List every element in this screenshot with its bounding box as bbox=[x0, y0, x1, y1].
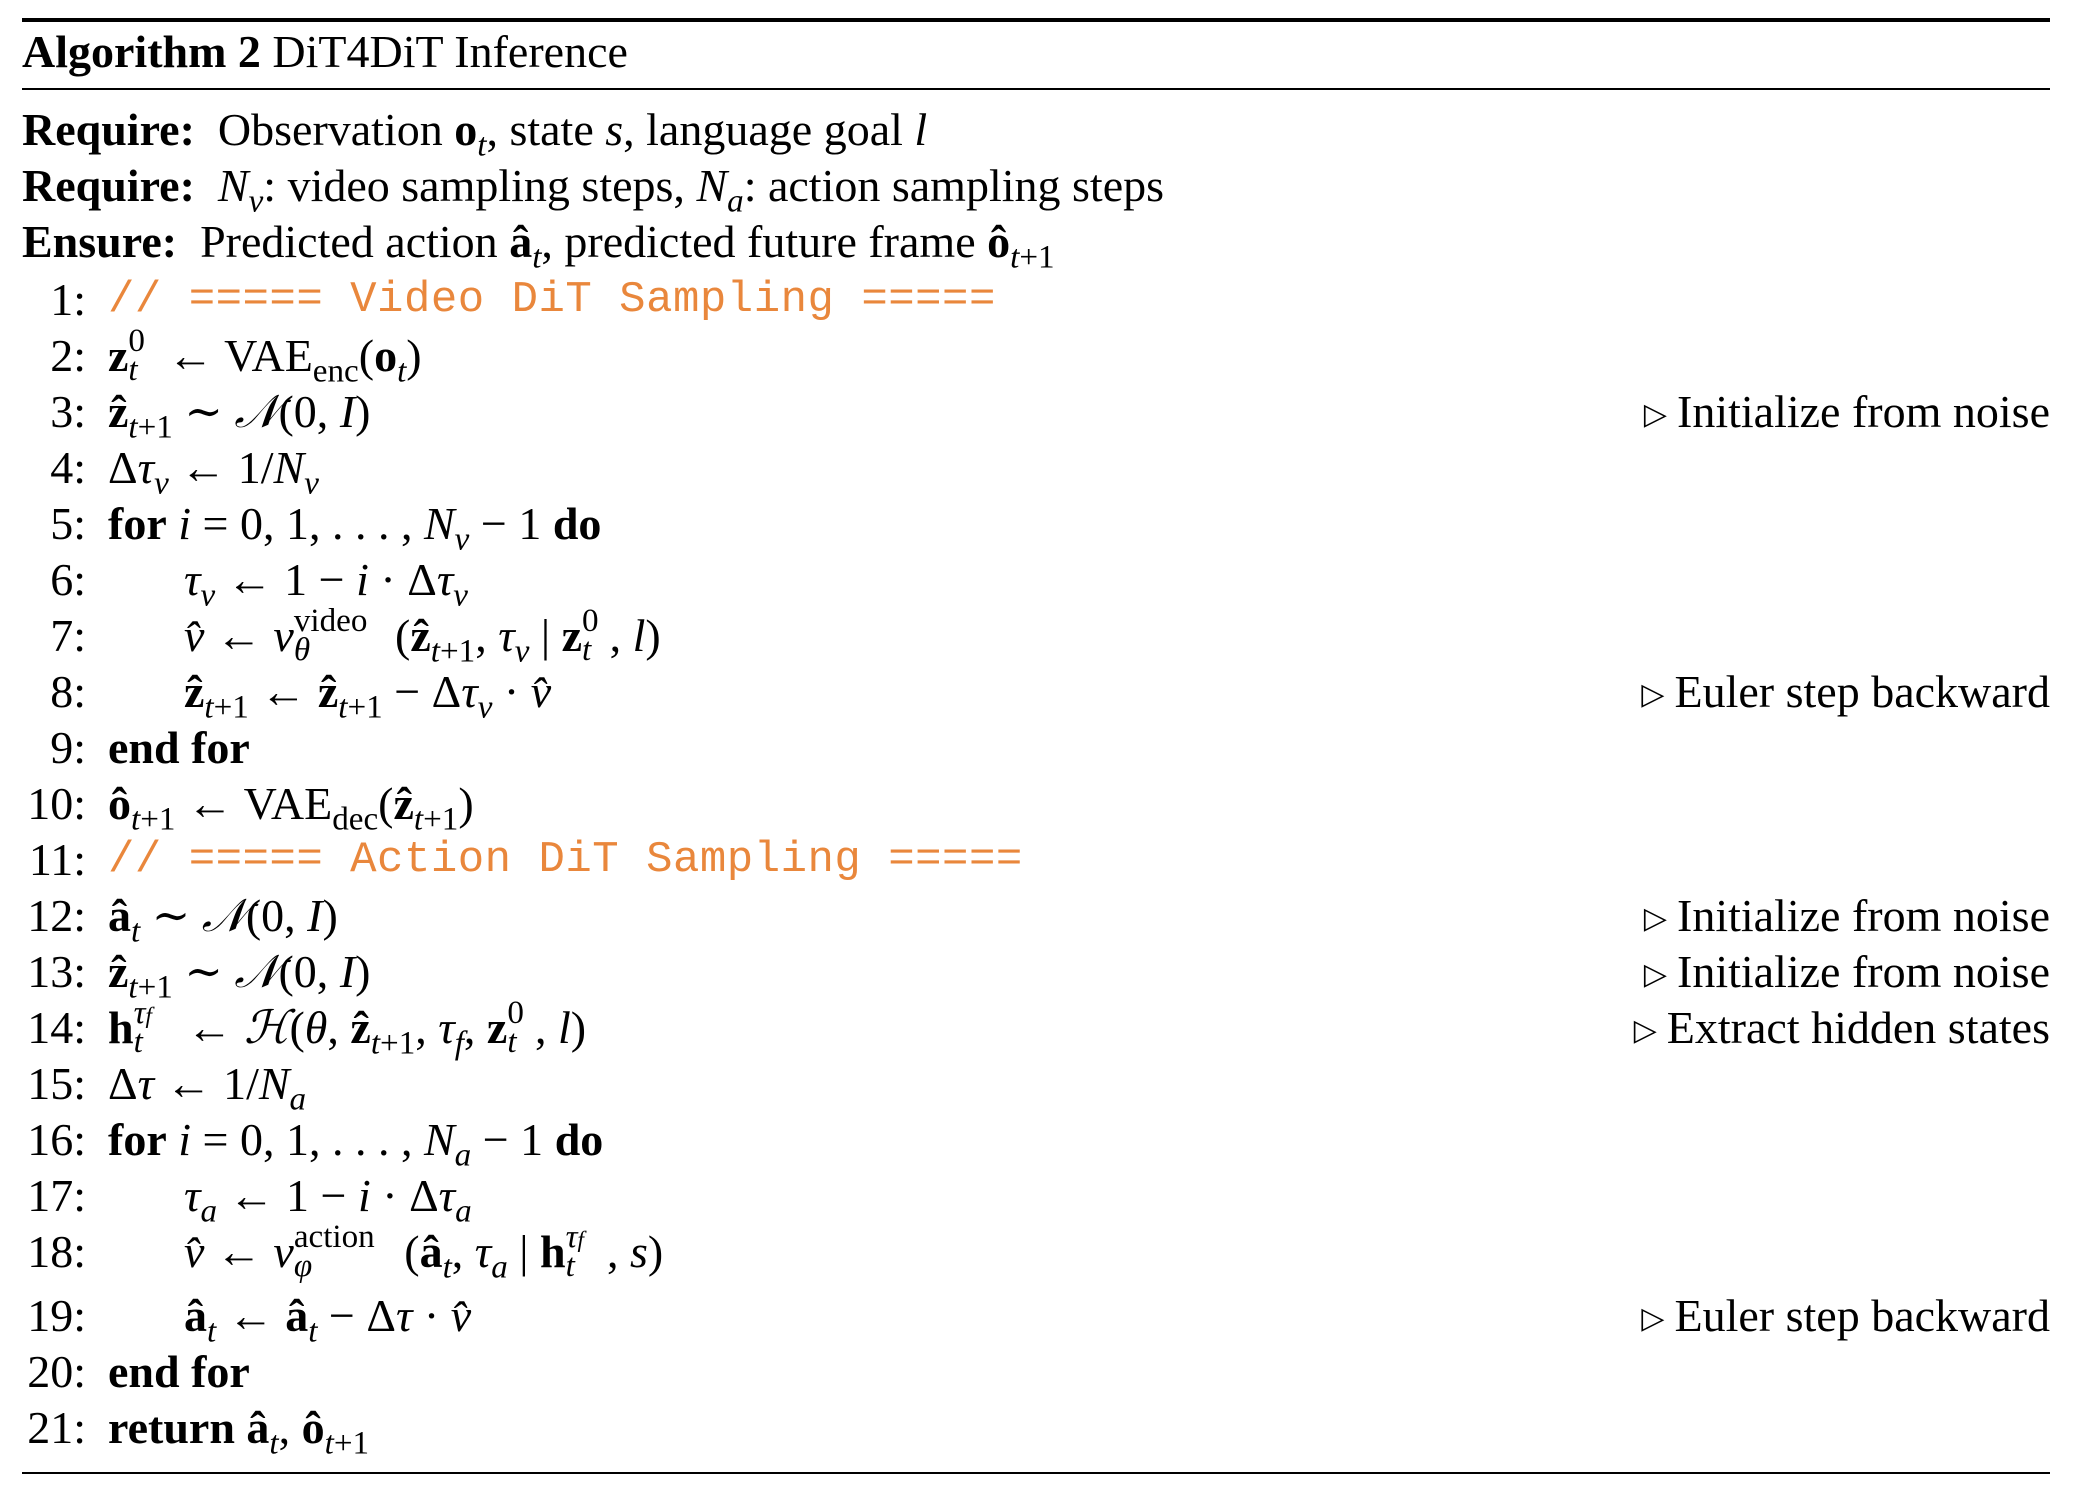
triangle-icon: ▷ bbox=[1641, 677, 1665, 712]
line-number: 14: bbox=[27, 1002, 86, 1053]
algo-line-7 bbox=[0, 602, 2080, 670]
line-number: 10: bbox=[27, 778, 86, 829]
line-number: 12: bbox=[27, 890, 86, 941]
statement: $â_t$ ← $â_t - \Delta\tau$ · v̂ bbox=[184, 1290, 472, 1350]
statement: for i = 0, 1, . . . , $N_a - 1$ do bbox=[108, 1114, 604, 1174]
remark-text: Extract hidden states bbox=[1666, 1002, 2050, 1053]
algo-line-9 bbox=[0, 720, 2080, 776]
line-number: 7: bbox=[50, 610, 86, 661]
remark-text: Initialize from noise bbox=[1677, 946, 2050, 997]
require-line-2 bbox=[22, 160, 1165, 220]
statement: $ô_{t+1}$ ← $VAE_{dec}(ẑ_{t+1})$ bbox=[108, 778, 474, 838]
line-remark bbox=[1634, 1000, 2050, 1059]
line-remark bbox=[1644, 888, 2050, 947]
line-number: 13: bbox=[27, 946, 86, 997]
triangle-icon: ▷ bbox=[1633, 1013, 1657, 1048]
algo-line-16 bbox=[0, 1112, 2080, 1174]
algo-line-4 bbox=[0, 440, 2080, 502]
require-keyword: Require: bbox=[22, 104, 195, 155]
remark-text: Euler step backward bbox=[1674, 1290, 2050, 1341]
statement: v̂ ← v video θ (ẑ$_{t+1}$, $\tau_v$ | z 0 t , l) bbox=[184, 602, 661, 670]
statement: $\tau_a$ ← $1 - i \cdot \Delta\tau_a$ bbox=[184, 1170, 472, 1230]
bottom-rule bbox=[22, 1472, 2050, 1474]
line-remark bbox=[1641, 1288, 2050, 1347]
algorithm-label: Algorithm 2 bbox=[22, 26, 261, 77]
line-number: 6: bbox=[50, 554, 86, 605]
statement: z 0 t ← $VAE_{enc}(o_t)$ bbox=[108, 322, 422, 390]
line-number: 16: bbox=[27, 1114, 86, 1165]
line-number: 2: bbox=[50, 330, 86, 381]
algo-line-8 bbox=[0, 664, 2080, 726]
line-number: 19: bbox=[27, 1290, 86, 1341]
require-line-1 bbox=[22, 104, 928, 164]
algo-line-3 bbox=[0, 384, 2080, 446]
statement: $\tau_v$ ← $1 - i \cdot \Delta\tau_v$ bbox=[184, 554, 468, 614]
statement: ẑ$_{t+1}$ ∼ 𝒩(0, I) bbox=[108, 946, 371, 1006]
algo-line-2 bbox=[0, 322, 2080, 390]
algo-line-20 bbox=[0, 1344, 2080, 1400]
line-remark bbox=[1644, 384, 2050, 443]
caption-rule bbox=[22, 88, 2050, 90]
triangle-icon: ▷ bbox=[1643, 397, 1667, 432]
ensure-keyword: Ensure: bbox=[22, 216, 178, 267]
algo-line-12 bbox=[0, 888, 2080, 950]
algorithm-caption bbox=[22, 26, 628, 78]
line-number: 20: bbox=[27, 1346, 86, 1397]
require-text-1: Observation $o_t$, state s, language goal l bbox=[217, 104, 928, 164]
line-number: 17: bbox=[27, 1170, 86, 1221]
line-remark bbox=[1641, 664, 2050, 723]
algo-line-1 bbox=[0, 272, 2080, 328]
statement: $â_t$ ∼ 𝒩(0, I) bbox=[108, 890, 338, 950]
statement: Δτ ← $1/N_a$ bbox=[108, 1058, 307, 1118]
statement: for i = 0, 1, . . . , $N_v - 1$ do bbox=[108, 498, 602, 558]
remark-text: Euler step backward bbox=[1674, 666, 2050, 717]
algo-line-14 bbox=[0, 994, 2080, 1062]
line-number: 1: bbox=[50, 274, 86, 325]
statement: ẑ$_{t+1}$ ∼ 𝒩(0, I) bbox=[108, 386, 371, 446]
ensure-text: Predicted action $â_t$, predicted future frame $ô_{t+1}$ bbox=[200, 216, 1055, 276]
statement: end for bbox=[108, 1346, 250, 1397]
line-number: 3: bbox=[50, 386, 86, 437]
line-number: 5: bbox=[50, 498, 86, 549]
require-keyword: Require: bbox=[22, 160, 195, 211]
algo-line-10 bbox=[0, 776, 2080, 838]
line-remark bbox=[1644, 944, 2050, 1003]
statement: $\Delta\tau_v$ ← $1/N_v$ bbox=[108, 442, 319, 502]
triangle-icon: ▷ bbox=[1643, 901, 1667, 936]
statement: h τf t ← ℋ(θ, ẑ$_{t+1}$, $\tau_f$, z 0 t , l) bbox=[108, 994, 587, 1062]
line-number: 15: bbox=[27, 1058, 86, 1109]
algo-line-13 bbox=[0, 944, 2080, 1006]
top-rule bbox=[22, 18, 2050, 22]
line-number: 18: bbox=[27, 1226, 86, 1277]
triangle-icon: ▷ bbox=[1643, 957, 1667, 992]
algorithm-title: DiT4DiT Inference bbox=[272, 26, 628, 77]
line-number: 9: bbox=[50, 722, 86, 773]
remark-text: Initialize from noise bbox=[1677, 386, 2050, 437]
algo-line-18 bbox=[0, 1218, 2080, 1286]
statement: v̂ ← v action φ ($â_t$, $\tau_a$ | h τf t , s) bbox=[184, 1218, 664, 1286]
action-section-comment: // ===== Action DiT Sampling ===== bbox=[108, 835, 1023, 885]
line-number: 21: bbox=[27, 1402, 86, 1453]
line-number: 4: bbox=[50, 442, 86, 493]
require-text-2: $N_v$: video sampling steps, $N_a$: action sampling steps bbox=[217, 160, 1165, 220]
statement: return $â_t$, $ô_{t+1}$ bbox=[108, 1402, 370, 1462]
algo-line-15 bbox=[0, 1056, 2080, 1118]
statement: end for bbox=[108, 722, 250, 773]
triangle-icon: ▷ bbox=[1641, 1301, 1665, 1336]
algo-line-5 bbox=[0, 496, 2080, 558]
line-number: 11: bbox=[28, 834, 86, 885]
algo-line-21 bbox=[0, 1400, 2080, 1462]
video-section-comment: // ===== Video DiT Sampling ===== bbox=[108, 275, 996, 325]
remark-text: Initialize from noise bbox=[1677, 890, 2050, 941]
line-number: 8: bbox=[50, 666, 86, 717]
algo-line-19 bbox=[0, 1288, 2080, 1350]
statement: ẑ$_{t+1}$ ← ẑ$_{t+1}$ − $\Delta\tau_v$ · v̂ bbox=[184, 666, 552, 726]
algo-line-11 bbox=[0, 832, 2080, 888]
ensure-line bbox=[22, 216, 1055, 276]
